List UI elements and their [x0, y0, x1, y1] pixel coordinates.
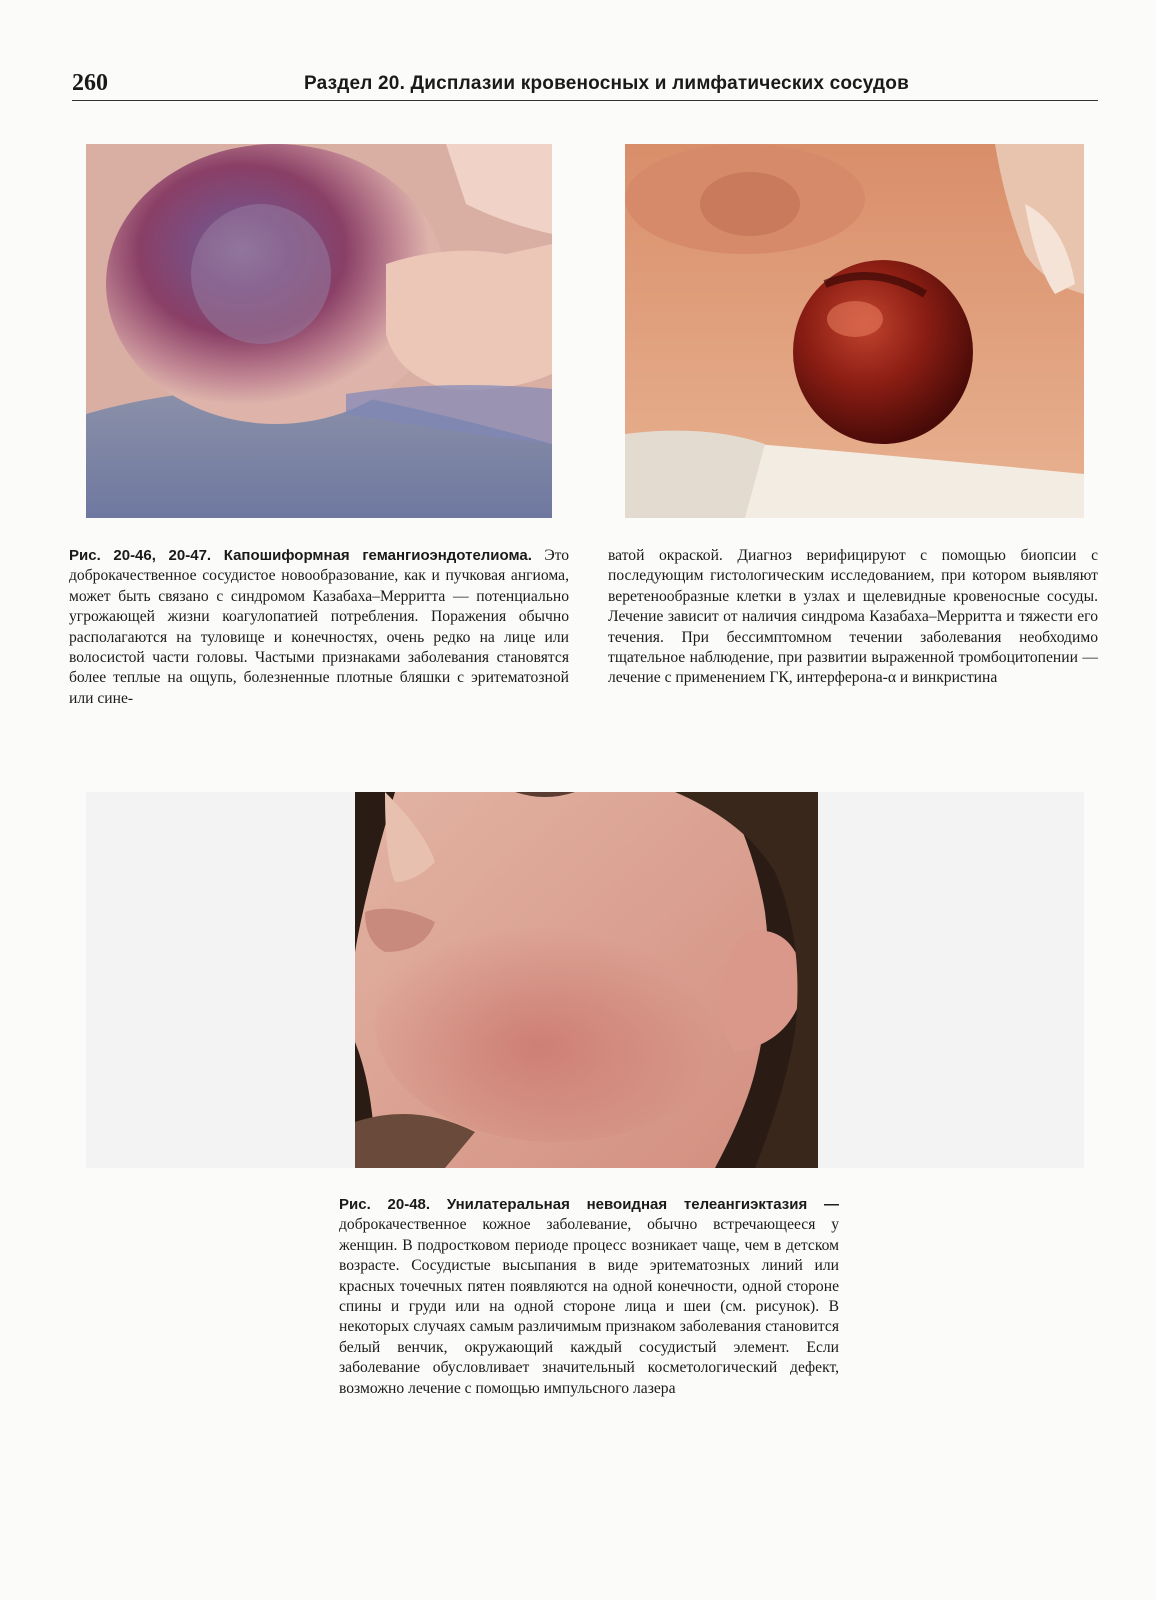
- caption-label-fig-20-46: Рис. 20-46, 20-47. Капошиформная гемангиоэндотелиома.: [69, 547, 532, 564]
- photo-fig-20-47: [625, 144, 1084, 518]
- photo-fig-20-48: [355, 792, 818, 1168]
- photo-fig-20-46: [86, 144, 552, 518]
- caption-fig-20-48: [339, 1195, 839, 1399]
- page-number: 260: [72, 70, 108, 96]
- caption-label-fig-20-48: Рис. 20-48. Унилатеральная невоидная телеангиэктазия —: [339, 1196, 839, 1213]
- caption-text-fig-20-48: доброкачественное кожное заболевание, обычно встречающееся у женщин. В подростковом периоде процесс возникает чаще, чем в детском возрасте. Сосудистые высыпания в виде эритематозных линий или красных точечных пятен появляются на одной конечности, одной стороне спины и груди или на одной стороне лица и шеи (см. рисунок). В некоторых случаях самым различимым признаком заболевания становится белый венчик, окружающий каждый сосудистый элемент. Если заболевание обусловливает значительный косметологический дефект, возможно лечение с помощью импульсного лазера: [339, 1216, 839, 1397]
- caption-fig-20-46-col1: [69, 546, 569, 709]
- running-head: Раздел 20. Дисплазии кровеносных и лимфатических сосудов: [304, 73, 909, 94]
- caption-text-fig-20-46-part1: Это доброкачественное сосудистое новообразование, как и пучковая ангиома, может быть связано с синдромом Казабаха–Мерритта — потенциально угрожающей жизни коагулопатией потребления. Поражения обычно располагаются на туловище и конечностях, очень редко на лице или волосистой части головы. Частыми признаками заболевания становятся более теплые на ощупь, болезненные плотные бляшки с эритематозной или сине-: [69, 547, 570, 707]
- caption-text-fig-20-46-part2: ватой окраской. Диагноз верифицируют с помощью биопсии с последующим гистологическим исследованием, при котором выявляют веретенообразные клетки в узлах и щелевидные кровеносные сосуды. Лечение зависит от наличия синдрома Казабаха–Мерритта и тяжести его течения. При бессимптомном течении заболевания необходимо тщательное наблюдение, при развитии выраженной тромбоцитопении — лечение с применением ГК, интерферона-α и винкристина: [608, 547, 1098, 687]
- caption-fig-20-46-col2: [608, 546, 1098, 689]
- page-header: [72, 70, 1098, 101]
